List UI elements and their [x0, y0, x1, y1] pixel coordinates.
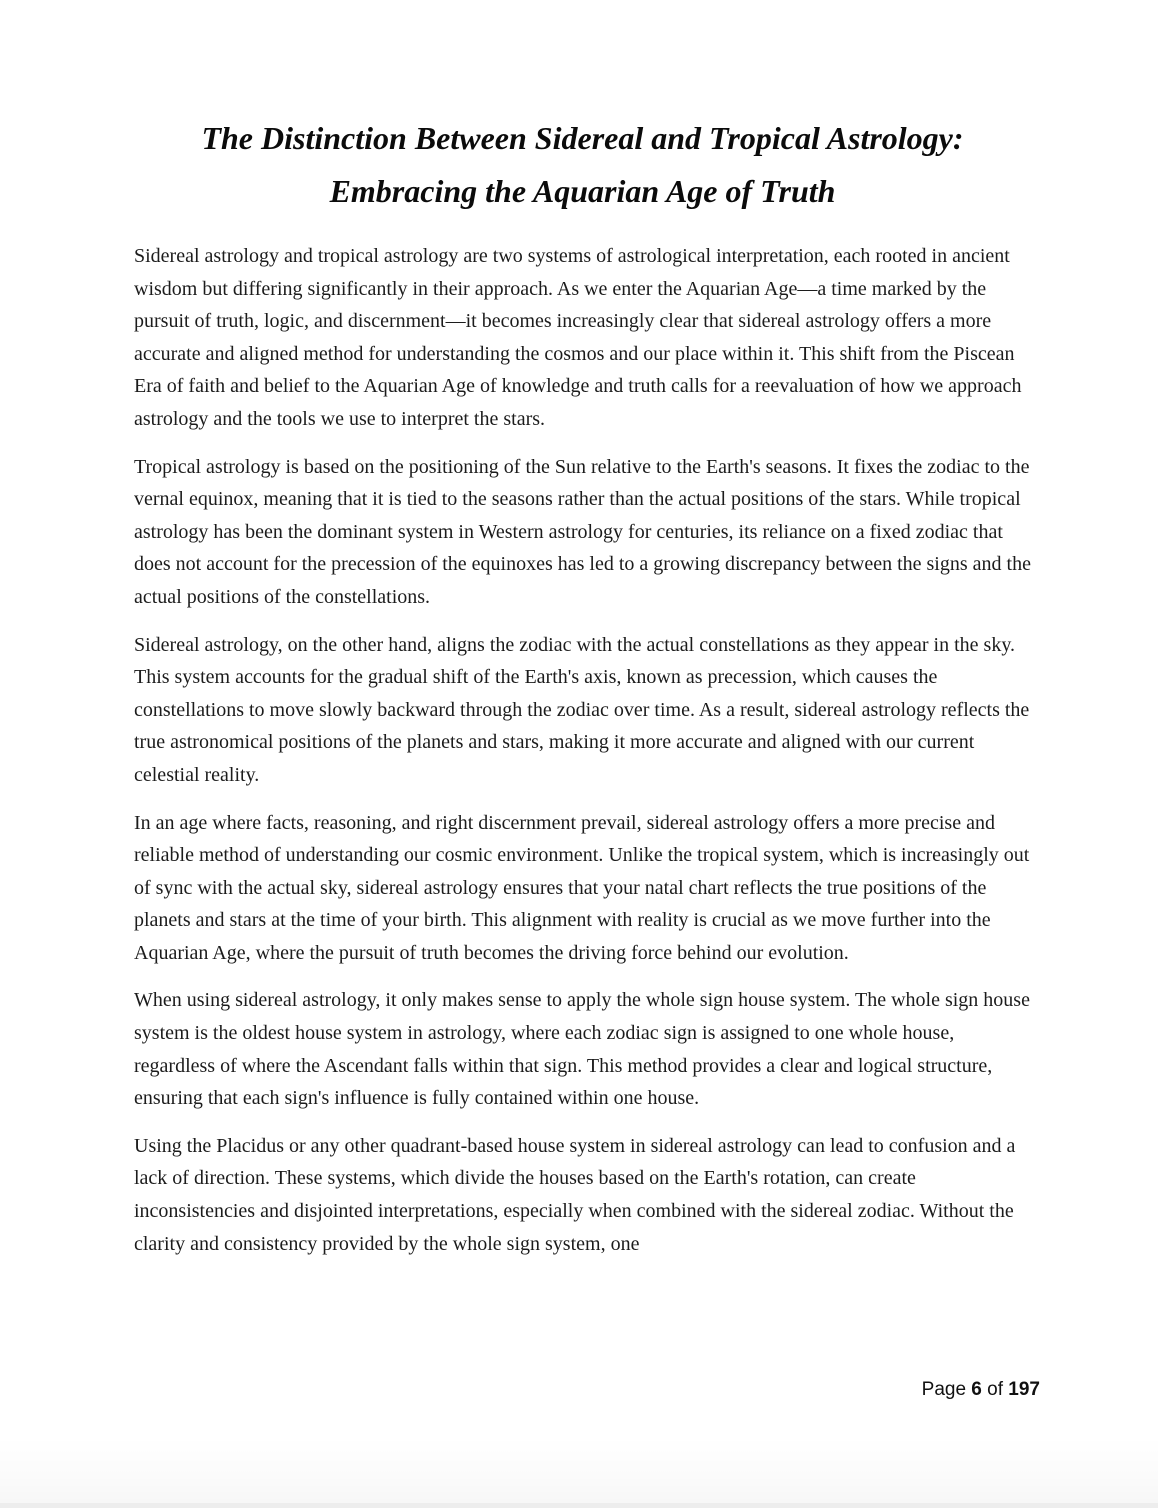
paragraph-age-of-facts: In an age where facts, reasoning, and right discernment prevail, sidereal astrology offers a more precise and reliable method of understanding our cosmic environment. Unlike the tropical system, which is increasingly out of sync with the actual sky, sidereal astrology ensures that your natal chart reflects the true positions of the planets and stars at the time of your birth. This alignment with reality is crucial as we move further into the Aquarian Age, where the pursuit of truth becomes the driving force behind our evolution. [134, 811, 1030, 964]
title-line-1: The Distinction Between Sidereal and Tropical Astrology: [201, 120, 964, 156]
page-bottom-edge-shadow [0, 1436, 1158, 1508]
paragraph-sidereal: Sidereal astrology, on the other hand, aligns the zodiac with the actual constellations as they appear in the sky. This system accounts for the gradual shift of the Earth's axis, known as precession, which causes the constellations to move slowly backward through the zodiac over time. As a result, sidereal astrology reflects the true astronomical positions of the planets and stars, making it more accurate and aligned with our current celestial reality. [134, 633, 1030, 786]
title-line-2: Embracing the Aquarian Age of Truth [329, 173, 836, 209]
page-bottom-edge-strip [0, 1503, 1158, 1508]
footer-page-label: Page [921, 1379, 967, 1400]
document-body [134, 240, 1031, 1260]
paragraph-tropical: Tropical astrology is based on the positioning of the Sun relative to the Earth's seasons. It fixes the zodiac to the vernal equinox, meaning that it is tied to the seasons rather than the actual positions of the stars. While tropical astrology has been the dominant system in Western astrology for centuries, its reliance on a fixed zodiac that does not account for the precession of the equinoxes has led to a growing discrepancy between the signs and the actual positions of the constellations. [134, 455, 1031, 608]
document-content [0, 112, 1158, 1260]
paragraph-placidus: Using the Placidus or any other quadrant-based house system in sidereal astrology can lead to confusion and a lack of direction. These systems, which divide the houses based on the Earth's rotation, can create inconsistencies and disjointed interpretations, especially when combined with the sidereal zodiac. Without the clarity and consistency provided by the whole sign system, one [134, 1134, 1016, 1255]
paragraph-whole-sign: When using sidereal astrology, it only makes sense to apply the whole sign house system. The whole sign house system is the oldest house system in astrology, where each zodiac sign is assigned to one whole house, regardless of where the Ascendant falls within that sign. This method provides a clear and logical structure, ensuring that each sign's influence is fully contained within one house. [134, 989, 1030, 1110]
footer-page-number: 6 [971, 1379, 982, 1400]
document-title [134, 112, 1031, 218]
paragraph-intro: Sidereal astrology and tropical astrology are two systems of astrological interpretation, each rooted in ancient wisdom but differing significantly in their approach. As we enter the Aquarian Age—a time marked by the pursuit of truth, logic, and discernment—it becomes increasingly clear that sidereal astrology offers a more accurate and aligned method for understanding the cosmos and our place within it. This shift from the Piscean Era of faith and belief to the Aquarian Age of knowledge and truth calls for a reevaluation of how we approach astrology and the tools we use to interpret the stars. [134, 245, 1022, 430]
footer-of-label: of [987, 1379, 1004, 1400]
page-footer [922, 1378, 1040, 1402]
footer-total-pages: 197 [1008, 1379, 1040, 1400]
